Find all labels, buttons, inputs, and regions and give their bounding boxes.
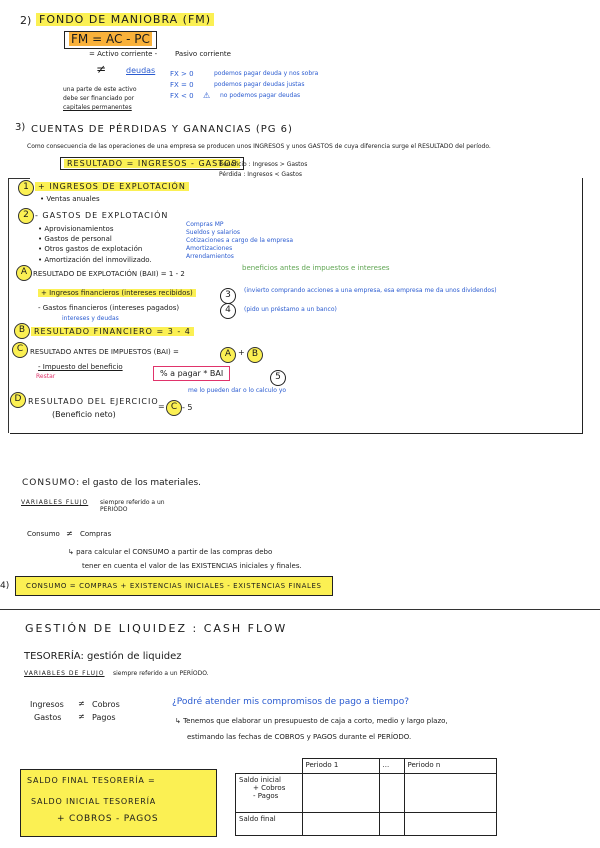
ing-fin-note: (invierto comprando acciones a una empresa, esa empresa me da unos dividendos) [244, 287, 497, 294]
result-d-c: C [166, 400, 182, 416]
table-cell [404, 812, 496, 835]
case-1-text: podemos pagar deuda y nos sobra [214, 70, 319, 77]
section-number: 2) [20, 14, 32, 27]
pyg-intro: Como consecuencia de las operaciones de una empresa se producen unos INGRESOS y unos GASTOS de cuya diferencia surge el RESULTADO del período. [27, 143, 491, 150]
result-a-letter: A [16, 265, 32, 281]
gastos-item: • Amortización del inmovilizado. [38, 256, 152, 264]
gastos-number: 2 [18, 208, 34, 224]
ing-fin-number: 3 [220, 288, 236, 304]
result-b [31, 327, 194, 336]
neq-sign: ≠ [96, 62, 107, 76]
gastos-item-text: Aprovisionamientos [44, 225, 114, 233]
frame-top-left [8, 178, 30, 179]
consumo-neq-sign: ≠ [66, 529, 73, 538]
gastos-note: Compras MP [186, 221, 224, 228]
liquidez-var-label: VARIABLES DE FLUJO [24, 670, 105, 677]
result-a-note: beneficios antes de impuestos e intereses [242, 264, 390, 272]
cash-flow-table [235, 758, 497, 836]
section-number: 3) [15, 122, 26, 133]
liquidez-answer-1: ↳ Tenemos que elaborar un presupuesto de caja a corto, medio y largo plazo, [175, 717, 448, 725]
pyg-title: CUENTAS DE PÉRDIDAS Y GANANCIAS (PG 6) [31, 124, 293, 135]
table-cell [302, 773, 379, 812]
consumo-explain-2: tener en cuenta el valor de las EXISTENCIAS iniciales y finales. [82, 562, 302, 570]
tax-note: me lo pueden dar o lo calculo yo [188, 387, 287, 394]
note-left-3: capitales permanentes [63, 104, 132, 111]
case-1-cond: FX > 0 [170, 70, 194, 78]
consumo-neq-right: Compras [80, 530, 112, 538]
table-header-row [236, 759, 497, 774]
gastos-neq: ≠ [78, 712, 85, 721]
table-cell [379, 812, 404, 835]
table-header-cell [236, 759, 303, 774]
eq-activo: = Activo corriente - [89, 50, 158, 58]
ingresos-neq: ≠ [78, 699, 85, 708]
fm-formula-box [64, 31, 157, 49]
note-left-2: debe ser financiado por [63, 95, 135, 102]
result-b-letter: B [14, 323, 30, 339]
ingresos-financieros [38, 289, 196, 297]
impuesto: - Impuesto del beneficio [38, 363, 123, 371]
saldo-line-3: + COBROS - PAGOS [57, 814, 159, 824]
gastos-item: • Aprovisionamientos [38, 225, 114, 233]
liquidez-answer-1-text: Tenemos que elaborar un presupuesto de caja a corto, medio y largo plazo, [183, 717, 448, 725]
result-d: RESULTADO DEL EJERCICIO [28, 397, 159, 406]
gastos-note: Amortizaciones [186, 245, 233, 252]
ingresos-title [35, 182, 189, 191]
gastos-note: Sueldos y salarios [186, 229, 241, 236]
table-header-cell: ... [379, 759, 404, 774]
deudas-label: deudas [126, 66, 156, 75]
gastos-title: - GASTOS DE EXPLOTACIÓN [35, 211, 169, 220]
ingresos-left: Ingresos [30, 700, 64, 709]
tax-pct-box [153, 366, 230, 381]
table-row [236, 773, 497, 812]
saldo-final-box [20, 769, 217, 837]
row-label-line: Saldo inicial [239, 775, 281, 784]
result-d-sub: (Beneficio neto) [52, 410, 116, 419]
gastos-note: Arrendamientos [186, 253, 234, 260]
pagos-right: Pagos [92, 713, 116, 722]
benefit-line: Beneficio : Ingresos > Gastos [219, 161, 308, 168]
divider [0, 609, 600, 610]
table-cell [379, 773, 404, 812]
table-row-label: Saldo final [236, 812, 303, 835]
consumo-def: el gasto de los materiales. [82, 478, 202, 488]
ingresos-title-text: + INGRESOS DE EXPLOTACIÓN [35, 182, 189, 191]
ingresos-item-text: Ventas anuales [46, 195, 100, 203]
consumo-title: CONSUMO: [22, 478, 81, 488]
ingresos-item: • Ventas anuales [40, 195, 100, 203]
fm-title [36, 14, 214, 27]
tax-number: 5 [270, 370, 286, 386]
warning-icon: ⚠ [203, 91, 211, 100]
fm-title-text: FONDO DE MANIOBRA (FM) [36, 13, 214, 26]
table-cell [404, 773, 496, 812]
ingresos-financieros-text: + Ingresos financieros (intereses recibidos) [38, 289, 196, 297]
frame-left [8, 178, 9, 433]
gastos-item: • Gastos de personal [38, 235, 112, 243]
gastos-item: • Otros gastos de explotación [38, 245, 143, 253]
note-left-1: una parte de este activo [63, 86, 137, 93]
consumo-var-label: VARIABLES FLUJO [21, 499, 89, 506]
ingresos-number: 1 [18, 180, 34, 196]
result-d-eq: = [158, 402, 165, 411]
consumo-neq-left: Consumo [27, 530, 60, 538]
gastos-note: Cotizaciones a cargo de la empresa [186, 237, 294, 244]
gas-fin-number: 4 [220, 303, 236, 319]
consumo-explain-1-text: para calcular el CONSUMO a partir de las compras debo [76, 548, 273, 556]
consumo-formula: CONSUMO = COMPRAS + EXISTENCIAS INICIALES - EXISTENCIAS FINALES [15, 576, 333, 596]
saldo-line-2: SALDO INICIAL TESORERÍA [31, 797, 156, 806]
case-3-text: no podemos pagar deudas [220, 92, 301, 99]
row-label-line: + Cobros [253, 783, 286, 792]
tesoreria: TESORERÍA: gestión de liquidez [24, 651, 182, 662]
cobros-right: Cobros [92, 700, 120, 709]
table-header-cell: Periodo 1 [302, 759, 379, 774]
loss-line: Pérdida : Ingresos < Gastos [219, 171, 303, 178]
table-header-cell: Periodo n [404, 759, 496, 774]
result-formula: RESULTADO = INGRESOS - GASTOS [64, 159, 240, 168]
result-b-text: RESULTADO FINANCIERO = 3 - 4 [31, 327, 194, 336]
table-row-label [236, 773, 303, 812]
liquidez-answer-2: estimando las fechas de COBROS y PAGOS durante el PERÍODO. [187, 733, 412, 741]
liquidez-var-text: siempre referido a un PERÍODO. [113, 670, 209, 677]
result-d-letter: D [10, 392, 26, 408]
result-c-a: A [220, 347, 236, 363]
saldo-line-1: SALDO FINAL TESORERÍA = [27, 776, 156, 785]
gastos-financieros: - Gastos financieros (intereses pagados) [38, 304, 180, 312]
fm-formula: FM = AC - PC [71, 32, 150, 46]
result-formula-box [60, 157, 244, 170]
gastos-item-text: Gastos de personal [44, 235, 112, 243]
row-label-line: - Pagos [253, 791, 279, 800]
result-d-minus: - 5 [182, 403, 193, 412]
gastos-left: Gastos [34, 713, 62, 722]
result-c: RESULTADO ANTES DE IMPUESTOS (BAI) = [30, 348, 179, 356]
result-a: RESULTADO DE EXPLOTACIÓN (BAII) = 1 - 2 [33, 270, 185, 278]
gastos-item-text: Amortización del inmovilizado. [44, 256, 152, 264]
result-c-letter: C [12, 342, 28, 358]
liquidez-title: GESTIÓN DE LIQUIDEZ : CASH FLOW [25, 622, 288, 635]
table-cell [302, 812, 379, 835]
gas-fin-sub: intereses y deudas [62, 315, 119, 322]
restar-note: Restar [36, 373, 56, 380]
result-c-b: B [247, 347, 263, 363]
tax-pct: % a pagar * BAI [160, 369, 224, 378]
consumo-explain-1: ↳ para calcular el CONSUMO a partir de las compras debo [68, 548, 273, 556]
case-2-cond: FX = 0 [170, 81, 194, 89]
consumo-num: 4) [0, 581, 10, 591]
table-row [236, 812, 497, 835]
case-2-text: podemos pagar deudas justas [214, 81, 305, 88]
consumo-var-text: siempre referido a un PERIODO [100, 499, 165, 513]
case-3-cond: FX < 0 [170, 92, 194, 100]
result-c-plus: + [238, 348, 245, 357]
gastos-item-text: Otros gastos de explotación [44, 245, 143, 253]
gas-fin-note: (pido un préstamo a un banco) [244, 306, 337, 313]
liquidez-question: ¿Podré atender mis compromisos de pago a tiempo? [172, 697, 409, 707]
eq-pasivo: Pasivo corriente [175, 50, 231, 58]
